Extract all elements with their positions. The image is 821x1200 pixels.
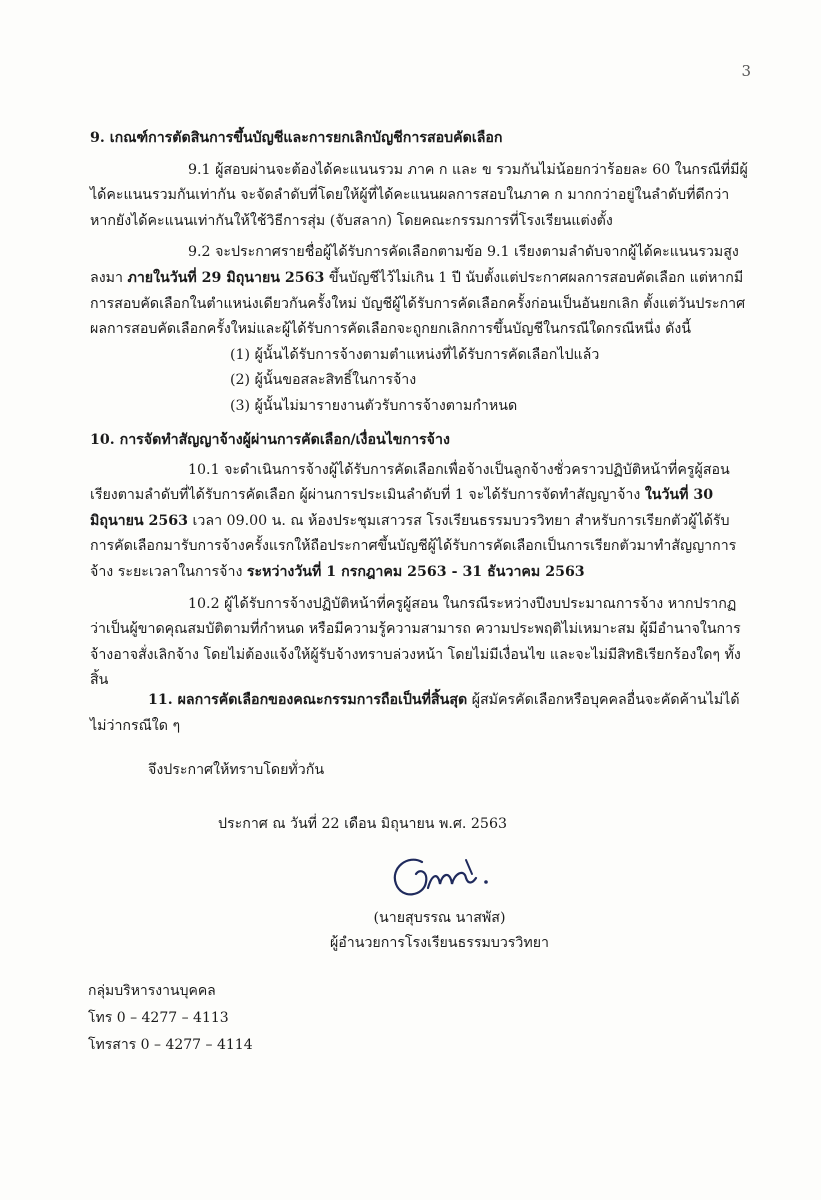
- closing-text: จึงประกาศให้ทราบโดยทั่วกัน: [148, 762, 325, 778]
- section-9-2: [90, 240, 752, 342]
- section-9-2-date: ภายในวันที่ 29 มิถุนายน 2563: [127, 269, 325, 286]
- signature-block: [0, 906, 821, 956]
- contact-block: [88, 978, 253, 1059]
- section-9-title: 9. เกณฑ์การตัดสินการขึ้นบัญชีและการยกเลิกบัญชีการสอบคัดเลือก: [90, 130, 503, 146]
- section-11-body: ผู้สมัครคัดเลือกหรือบุคคลอื่นจะคัดค้านไม่ได้ไม่ว่ากรณีใด ๆ: [90, 692, 740, 734]
- announce-date-text: ประกาศ ณ วันที่ 22 เดือน มิถุนายน พ.ศ. 2563: [218, 816, 507, 832]
- section-10-2: 10.2 ผู้ได้รับการจ้างปฏิบัติหน้าที่ครูผู้สอน ในกรณีระหว่างปีงบประมาณการจ้าง หากปรากฏว่าเป็นผู้ขาดคุณสมบัติตามที่กำหนด หรือมีความรู้ความสามารถ ความประพฤติไม่เหมาะสม ผู้มีอำนาจในการจ้างอาจสั่งเลิกจ้าง โดยไม่ต้องแจ้งให้ผู้รับจ้างทราบล่วงหน้า โดยไม่มีเงื่อนไข และจะไม่มีสิทธิเรียกร้องใดๆ ทั้งสิ้น: [90, 595, 741, 689]
- section-10-1-date: ในวันที่ 30 มิถุนายน 2563: [90, 487, 714, 529]
- section-10-title: 10. การจัดทำสัญญาจ้างผู้ผ่านการคัดเลือก/เงื่อนไขการจ้าง: [90, 432, 450, 448]
- contact-fax: โทรสาร 0 – 4277 – 4114: [88, 1037, 253, 1053]
- announce-date: [218, 812, 778, 838]
- page-number: 3: [741, 62, 751, 80]
- list-item: (2) ผู้นั้นขอสละสิทธิ์ในการจ้าง: [230, 372, 417, 389]
- section-10-1: [90, 458, 752, 586]
- contact-phone: โทร 0 – 4277 – 4113: [88, 1010, 229, 1026]
- cancel-conditions-list: [90, 343, 752, 420]
- section-9: [90, 126, 752, 420]
- section-10-1-period: ระหว่างวันที่ 1 กรกฎาคม 2563 - 31 ธันวาคม 2563: [246, 563, 585, 580]
- section-9-2-text-b: ขึ้นบัญชีไว้ไม่เกิน 1 ปี นับตั้งแต่ประกาศผลการสอบคัดเลือก แต่หากมีการสอบคัดเลือกในตำแหน่งเดียวกันครั้งใหม่ บัญชีผู้ได้รับการคัดเลือกครั้งก่อนเป็นอันยกเลิก ตั้งแต่วันประกาศผลการสอบคัดเลือกครั้งใหม่และผู้ได้รับการคัดเลือกจะถูกยกเลิกการขึ้นบัญชีในกรณีใดกรณีหนึ่ง ดังนี้: [90, 269, 746, 338]
- signer-name: (นายสุบรรณ นาสพัส): [373, 910, 506, 926]
- contact-department: กลุ่มบริหารงานบุคคล: [88, 983, 216, 999]
- section-10: [90, 428, 752, 694]
- section-10-1-text-b: เวลา 09.00 น. ณ ห้องประชุมเสาวรส โรงเรียนธรรมบวรวิทยา สำหรับการเรียกตัวผู้ได้รับการคัดเลือกมารับการจ้างครั้งแรกให้ถือประกาศขึ้นบัญชีผู้ได้รับการคัดเลือกเป็นการเรียกตัวมาทำสัญญาการจ้าง ระยะเวลาในการจ้าง: [90, 512, 737, 580]
- section-10-1-text-a: 10.1 จะดำเนินการจ้างผู้ได้รับการคัดเลือกเพื่อจ้างเป็นลูกจ้างชั่วคราวปฏิบัติหน้าที่ครูผู้สอนเรียงตามลำดับที่ได้รับการคัดเลือก ผู้ผ่านการประเมินลำดับที่ 1 จะได้รับการจัดทำสัญญาจ้าง: [90, 461, 730, 504]
- signer-position: ผู้อำนวยการโรงเรียนธรรมบวรวิทยา: [329, 935, 550, 951]
- closing: [148, 758, 748, 784]
- section-11-title: 11. ผลการคัดเลือกของคณะกรรมการถือเป็นที่สิ้นสุด: [148, 692, 468, 708]
- section-9-1: 9.1 ผู้สอบผ่านจะต้องได้คะแนนรวม ภาค ก และ ข รวมกันไม่น้อยกว่าร้อยละ 60 ในกรณีที่มีผู้ได้คะแนนรวมกันเท่ากัน จะจัดลำดับที่โดยให้ผู้ที่ได้คะแนนผลการสอบในภาค ก มากกว่าอยู่ในลำดับที่ดีกว่า หากยังได้คะแนนเท่ากันให้ใช้วิธีการสุ่ม (จับสลาก) โดยคณะกรรมการที่โรงเรียนแต่งตั้ง: [90, 161, 748, 229]
- section-11: [90, 688, 752, 739]
- section-9-2-text-a: 9.2 จะประกาศรายชื่อผู้ได้รับการคัดเลือกตามข้อ 9.1 เรียงตามลำดับจากผู้ได้คะแนนรวมสูงลงมา: [90, 244, 739, 286]
- signature-image: [380, 848, 520, 908]
- list-item: (3) ผู้นั้นไม่มารายงานตัวรับการจ้างตามกำหนด: [230, 397, 518, 414]
- section-11-text: [90, 688, 752, 739]
- list-item: (1) ผู้นั้นได้รับการจ้างตามตำแหน่งที่ได้รับการคัดเลือกไปแล้ว: [230, 346, 600, 363]
